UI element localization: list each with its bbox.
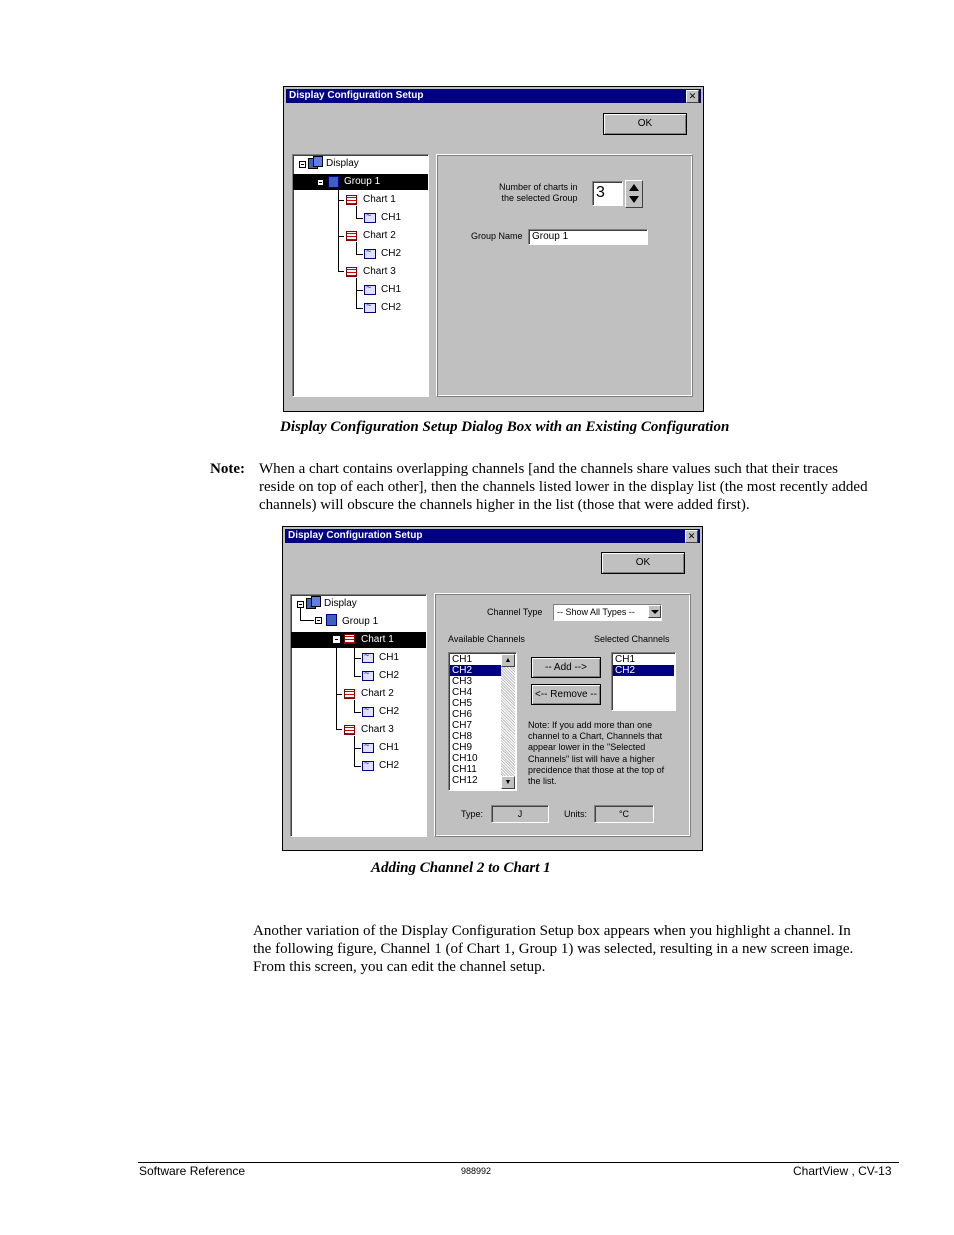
list-item[interactable]: CH2: [613, 665, 674, 676]
note-line: Channels" list will have a higher: [528, 753, 655, 764]
tree-label: Group 1: [342, 616, 379, 627]
list-item[interactable]: CH1: [452, 654, 473, 665]
tree-item-display[interactable]: [324, 596, 357, 612]
add-button-label: -- Add -->: [545, 662, 587, 673]
collapse-icon[interactable]: [317, 179, 324, 186]
tree-item-group1[interactable]: [344, 174, 380, 190]
units-value: °C: [618, 809, 630, 819]
tree-item-chart3-ch2[interactable]: [381, 300, 401, 316]
tree-item-chart1-ch1[interactable]: [381, 210, 401, 226]
list-item[interactable]: CH10: [452, 753, 478, 764]
body-paragraph: Another variation of the Display Configuration Setup box appears when you highlight a channel. In the following figure, Channel 1 (of Chart 1, Group 1) was selected, resulting in a new screen image. From this screen, you can edit the channel setup.: [253, 923, 854, 975]
channel-icon: [362, 761, 374, 771]
scrollbar[interactable]: [501, 654, 515, 789]
ok-button-label: OK: [637, 118, 653, 129]
note-label: Note:: [210, 461, 245, 477]
tree-item-chart1-ch2[interactable]: [379, 668, 399, 684]
tree-label: CH1: [379, 742, 400, 753]
units-field: [594, 805, 654, 823]
tree-label: Chart 3: [363, 266, 396, 277]
tree-item-chart2-ch2[interactable]: [379, 704, 399, 720]
channel-type-label: Channel Type: [487, 607, 543, 617]
tree-item-display[interactable]: [326, 156, 359, 172]
group-name-label: Group Name: [471, 231, 523, 241]
channel-icon: [364, 285, 376, 295]
available-channels-label: Available Channels: [448, 634, 525, 644]
dialog-title-bar: [285, 529, 700, 543]
list-item[interactable]: CH1: [615, 654, 636, 665]
list-item[interactable]: CH5: [452, 698, 473, 709]
dialog-display-config-2: [282, 526, 703, 851]
channel-icon: [362, 743, 374, 753]
chart-icon: [346, 195, 357, 205]
display-icon: [306, 596, 320, 608]
tree-item-chart2[interactable]: [361, 686, 394, 702]
tree-item-chart1-ch1[interactable]: [379, 650, 399, 666]
tree-label: CH1: [379, 652, 400, 663]
list-item[interactable]: CH6: [452, 709, 473, 720]
type-field: [491, 805, 549, 823]
dialog-title: Display Configuration Setup: [288, 530, 423, 541]
ok-button[interactable]: [603, 113, 687, 135]
tree-item-group1[interactable]: [342, 614, 378, 630]
type-value: J: [517, 809, 523, 819]
type-label: Type:: [461, 809, 484, 819]
tree-item-chart3-ch2[interactable]: [379, 758, 399, 774]
tree-item-chart1[interactable]: [363, 192, 396, 208]
collapse-icon[interactable]: [297, 601, 304, 608]
group-icon: [326, 614, 337, 626]
channel-icon: [364, 213, 376, 223]
config-tree[interactable]: [290, 594, 427, 837]
tree-label: CH2: [379, 706, 400, 717]
num-charts-label: Number of charts in the selected Group: [499, 182, 578, 203]
chevron-down-icon[interactable]: [648, 605, 661, 618]
note-line: channel to a Chart, Channels that: [528, 731, 663, 742]
chart-icon: [344, 725, 355, 735]
figure-caption-1: Display Configuration Setup Dialog Box with an Existing Configuration: [280, 419, 730, 435]
chart-icon: [346, 267, 357, 277]
list-item[interactable]: CH9: [452, 742, 473, 753]
chart-icon: [344, 689, 355, 699]
units-label: Units:: [564, 809, 588, 819]
tree-item-chart3-ch1[interactable]: [379, 740, 399, 756]
footer-right: ChartView , CV-13: [793, 1164, 892, 1178]
ok-button-label: OK: [635, 557, 651, 568]
tree-item-chart3[interactable]: [361, 722, 394, 738]
tree-label: CH1: [381, 284, 402, 295]
tree-item-chart1[interactable]: [361, 632, 394, 648]
tree-label: CH1: [381, 212, 402, 223]
list-item[interactable]: CH8: [452, 731, 473, 742]
channel-icon: [364, 249, 376, 259]
remove-button[interactable]: [531, 684, 601, 705]
add-channel-note: [528, 720, 664, 787]
tree-label: CH2: [379, 670, 400, 681]
chart-icon: [346, 231, 357, 241]
ok-button[interactable]: [601, 552, 685, 574]
tree-label: Display: [324, 598, 357, 609]
scroll-down-icon[interactable]: ▼: [501, 776, 515, 789]
group-icon: [328, 176, 339, 188]
footer-left: Software Reference: [139, 1164, 246, 1178]
dialog-title-bar: [286, 89, 701, 103]
collapse-icon[interactable]: [315, 617, 322, 624]
footer-center: 988992: [461, 1166, 492, 1176]
channel-icon: [362, 653, 374, 663]
channel-icon: [364, 303, 376, 313]
config-tree[interactable]: [292, 154, 429, 397]
close-icon[interactable]: ✕: [686, 90, 699, 103]
tree-label: CH2: [381, 248, 402, 259]
selection-highlight: [291, 632, 426, 648]
list-item[interactable]: CH7: [452, 720, 473, 731]
display-icon: [308, 156, 322, 168]
list-item[interactable]: CH12: [452, 775, 478, 786]
tree-item-chart2-ch2[interactable]: [381, 246, 401, 262]
tree-item-chart3-ch1[interactable]: [381, 282, 401, 298]
tree-item-chart2[interactable]: [363, 228, 396, 244]
selected-channels-label: Selected Channels: [594, 634, 670, 644]
group-name-input[interactable]: [528, 229, 648, 245]
chart-icon: [344, 634, 355, 644]
close-icon[interactable]: ✕: [685, 530, 698, 543]
tree-label: Chart 2: [363, 230, 396, 241]
dialog-title: Display Configuration Setup: [289, 90, 424, 101]
list-item[interactable]: CH2: [450, 665, 501, 676]
list-item[interactable]: CH11: [452, 764, 477, 775]
channel-icon: [362, 671, 374, 681]
channel-icon: [362, 707, 374, 717]
note-line: the list.: [528, 776, 557, 787]
channel-type-select[interactable]: [553, 604, 662, 621]
tree-label: CH2: [381, 302, 402, 313]
figure-caption-2: Adding Channel 2 to Chart 1: [371, 860, 551, 876]
collapse-icon[interactable]: [333, 636, 340, 643]
scroll-up-icon[interactable]: ▲: [501, 654, 515, 667]
note-line: appear lower in the "Selected: [528, 742, 646, 753]
list-item[interactable]: CH4: [452, 687, 473, 698]
available-channels-list[interactable]: [448, 652, 517, 791]
selected-channels-list[interactable]: [611, 652, 676, 711]
tree-label: Group 1: [344, 176, 381, 187]
tree-label: Chart 3: [361, 724, 394, 735]
num-charts-value: 3: [596, 184, 605, 201]
num-charts-spinner[interactable]: [625, 180, 643, 208]
tree-item-chart3[interactable]: [363, 264, 396, 280]
remove-button-label: <-- Remove --: [535, 689, 597, 700]
tree-label: CH2: [379, 760, 400, 771]
channel-type-value: -- Show All Types --: [557, 607, 635, 617]
tree-label: Chart 1: [361, 634, 394, 645]
group-name-value: Group 1: [532, 231, 569, 242]
num-charts-input[interactable]: [592, 181, 623, 206]
note-text: When a chart contains overlapping channels [and the channels share values such that their traces reside on top of each other], then the channels listed lower in the display list (the most recently added channels) will obscure the channels higher in the list (those that were added first).: [259, 461, 868, 513]
dialog-display-config-1: [283, 86, 704, 412]
tree-label: Chart 2: [361, 688, 394, 699]
note-line: Note: If you add more than one: [528, 720, 653, 730]
tree-label: Chart 1: [363, 194, 396, 205]
collapse-icon[interactable]: [299, 161, 306, 168]
tree-label: Display: [326, 158, 359, 169]
list-item[interactable]: CH3: [452, 676, 473, 687]
note-line: precidence that those at the top of: [528, 764, 665, 775]
footer-rule: [138, 1162, 899, 1163]
add-button[interactable]: [531, 657, 601, 678]
